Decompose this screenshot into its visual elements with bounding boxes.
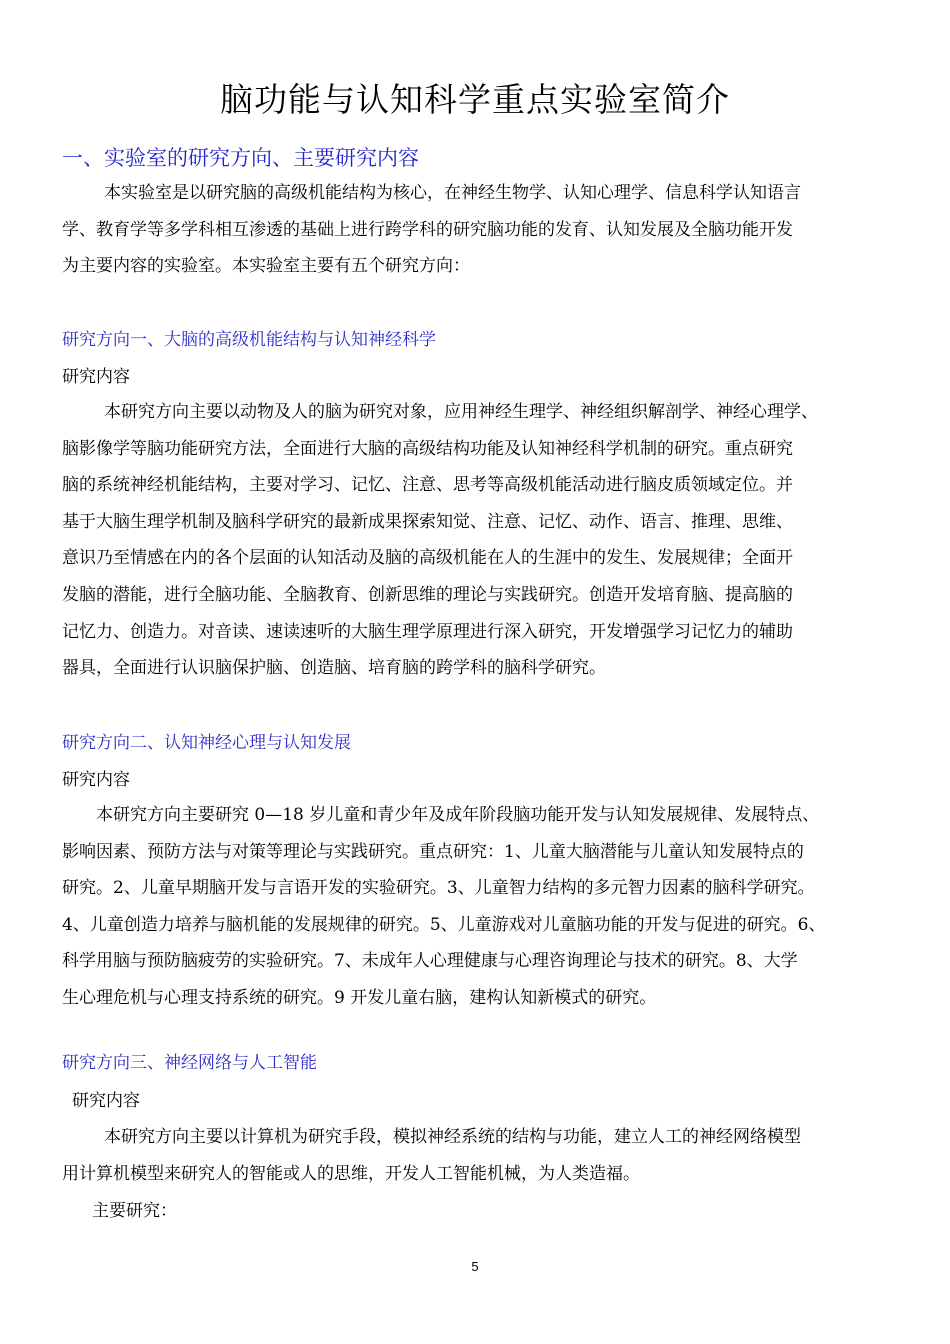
paragraph-line: 本研究方向主要以计算机为研究手段，模拟神经系统的结构与功能，建立人工的神经网络模型 bbox=[104, 1127, 801, 1147]
paragraph-line: 脑的系统神经机能结构，主要对学习、记忆、注意、思考等高级机能活动进行脑皮质领域定位。并 bbox=[62, 475, 793, 496]
paragraph-line: 本研究方向主要以动物及人的脑为研究对象，应用神经生理学、神经组织解剖学、神经心理学、 bbox=[104, 402, 818, 422]
paragraph-line: 影响因素、预防方法与对策等理论与实践研究。重点研究：1、儿童大脑潜能与儿童认知发展特点的 bbox=[62, 841, 804, 862]
paragraph-line: 记忆力、创造力。对音读、速读速听的大脑生理学原理进行深入研究，开发增强学习记忆力的辅助 bbox=[62, 621, 793, 642]
direction2-heading: 研究方向二、认知神经心理与认知发展 bbox=[62, 733, 351, 753]
section1-paragraph bbox=[62, 175, 888, 285]
paragraph-line: 学、教育学等多学科相互渗透的基础上进行跨学科的研究脑功能的发育、认知发展及全脑功能开发 bbox=[62, 219, 793, 240]
direction1-paragraph bbox=[62, 394, 888, 687]
direction2-label: 研究内容 bbox=[62, 770, 130, 790]
paragraph-line: 意识乃至情感在内的各个层面的认知活动及脑的高级机能在人的生涯中的发生、发展规律；全面开 bbox=[62, 548, 793, 569]
paragraph-line: 器具，全面进行认识脑保护脑、创造脑、培育脑的跨学科的脑科学研究。 bbox=[62, 658, 606, 679]
paragraph-line: 本研究方向主要研究 0—18 岁儿童和青少年及成年阶段脑功能开发与认知发展规律、发展特点、 bbox=[96, 805, 820, 825]
paragraph-line: 用计算机模型来研究人的智能或人的思维，开发人工智能机械，为人类造福。 bbox=[62, 1163, 640, 1184]
direction1-heading: 研究方向一、大脑的高级机能结构与认知神经科学 bbox=[62, 330, 436, 350]
paragraph-line: 发脑的潜能，进行全脑功能、全脑教育、创新思维的理论与实践研究。创造开发培育脑、提高脑的 bbox=[62, 584, 793, 605]
section-heading-1: 一、实验室的研究方向、主要研究内容 bbox=[62, 146, 419, 170]
direction2-paragraph bbox=[62, 797, 888, 1017]
paragraph-line: 本实验室是以研究脑的高级机能结构为核心，在神经生物学、认知心理学、信息科学认知语言 bbox=[104, 183, 801, 203]
paragraph-line: 4、儿童创造力培养与脑机能的发展规律的研究。5、儿童游戏对儿童脑功能的开发与促进的研究。6、 bbox=[62, 914, 826, 935]
paragraph-line: 基于大脑生理学机制及脑科学研究的最新成果探索知觉、注意、记忆、动作、语言、推理、思维、 bbox=[62, 511, 793, 532]
document-title: 脑功能与认知科学重点实验室简介 bbox=[220, 80, 730, 119]
page-number: 5 bbox=[471, 1259, 479, 1274]
paragraph-line: 为主要内容的实验室。本实验室主要有五个研究方向： bbox=[62, 256, 470, 277]
direction3-heading: 研究方向三、神经网络与人工智能 bbox=[62, 1053, 317, 1073]
direction3-label: 研究内容 bbox=[72, 1091, 140, 1111]
direction3-paragraph bbox=[62, 1119, 888, 1192]
paragraph-line: 生心理危机与心理支持系统的研究。9 开发儿童右脑，建构认知新模式的研究。 bbox=[62, 987, 657, 1008]
paragraph-line: 研究。2、儿童早期脑开发与言语开发的实验研究。3、儿童智力结构的多元智力因素的脑科学研究。 bbox=[62, 878, 815, 899]
main-research-label: 主要研究： bbox=[92, 1201, 177, 1221]
direction1-label: 研究内容 bbox=[62, 367, 130, 387]
paragraph-line: 脑影像学等脑功能研究方法，全面进行大脑的高级结构功能及认知神经科学机制的研究。重点研究 bbox=[62, 438, 793, 459]
paragraph-line: 科学用脑与预防脑疲劳的实验研究。7、未成年人心理健康与心理咨询理论与技术的研究。8、大学 bbox=[62, 951, 798, 972]
